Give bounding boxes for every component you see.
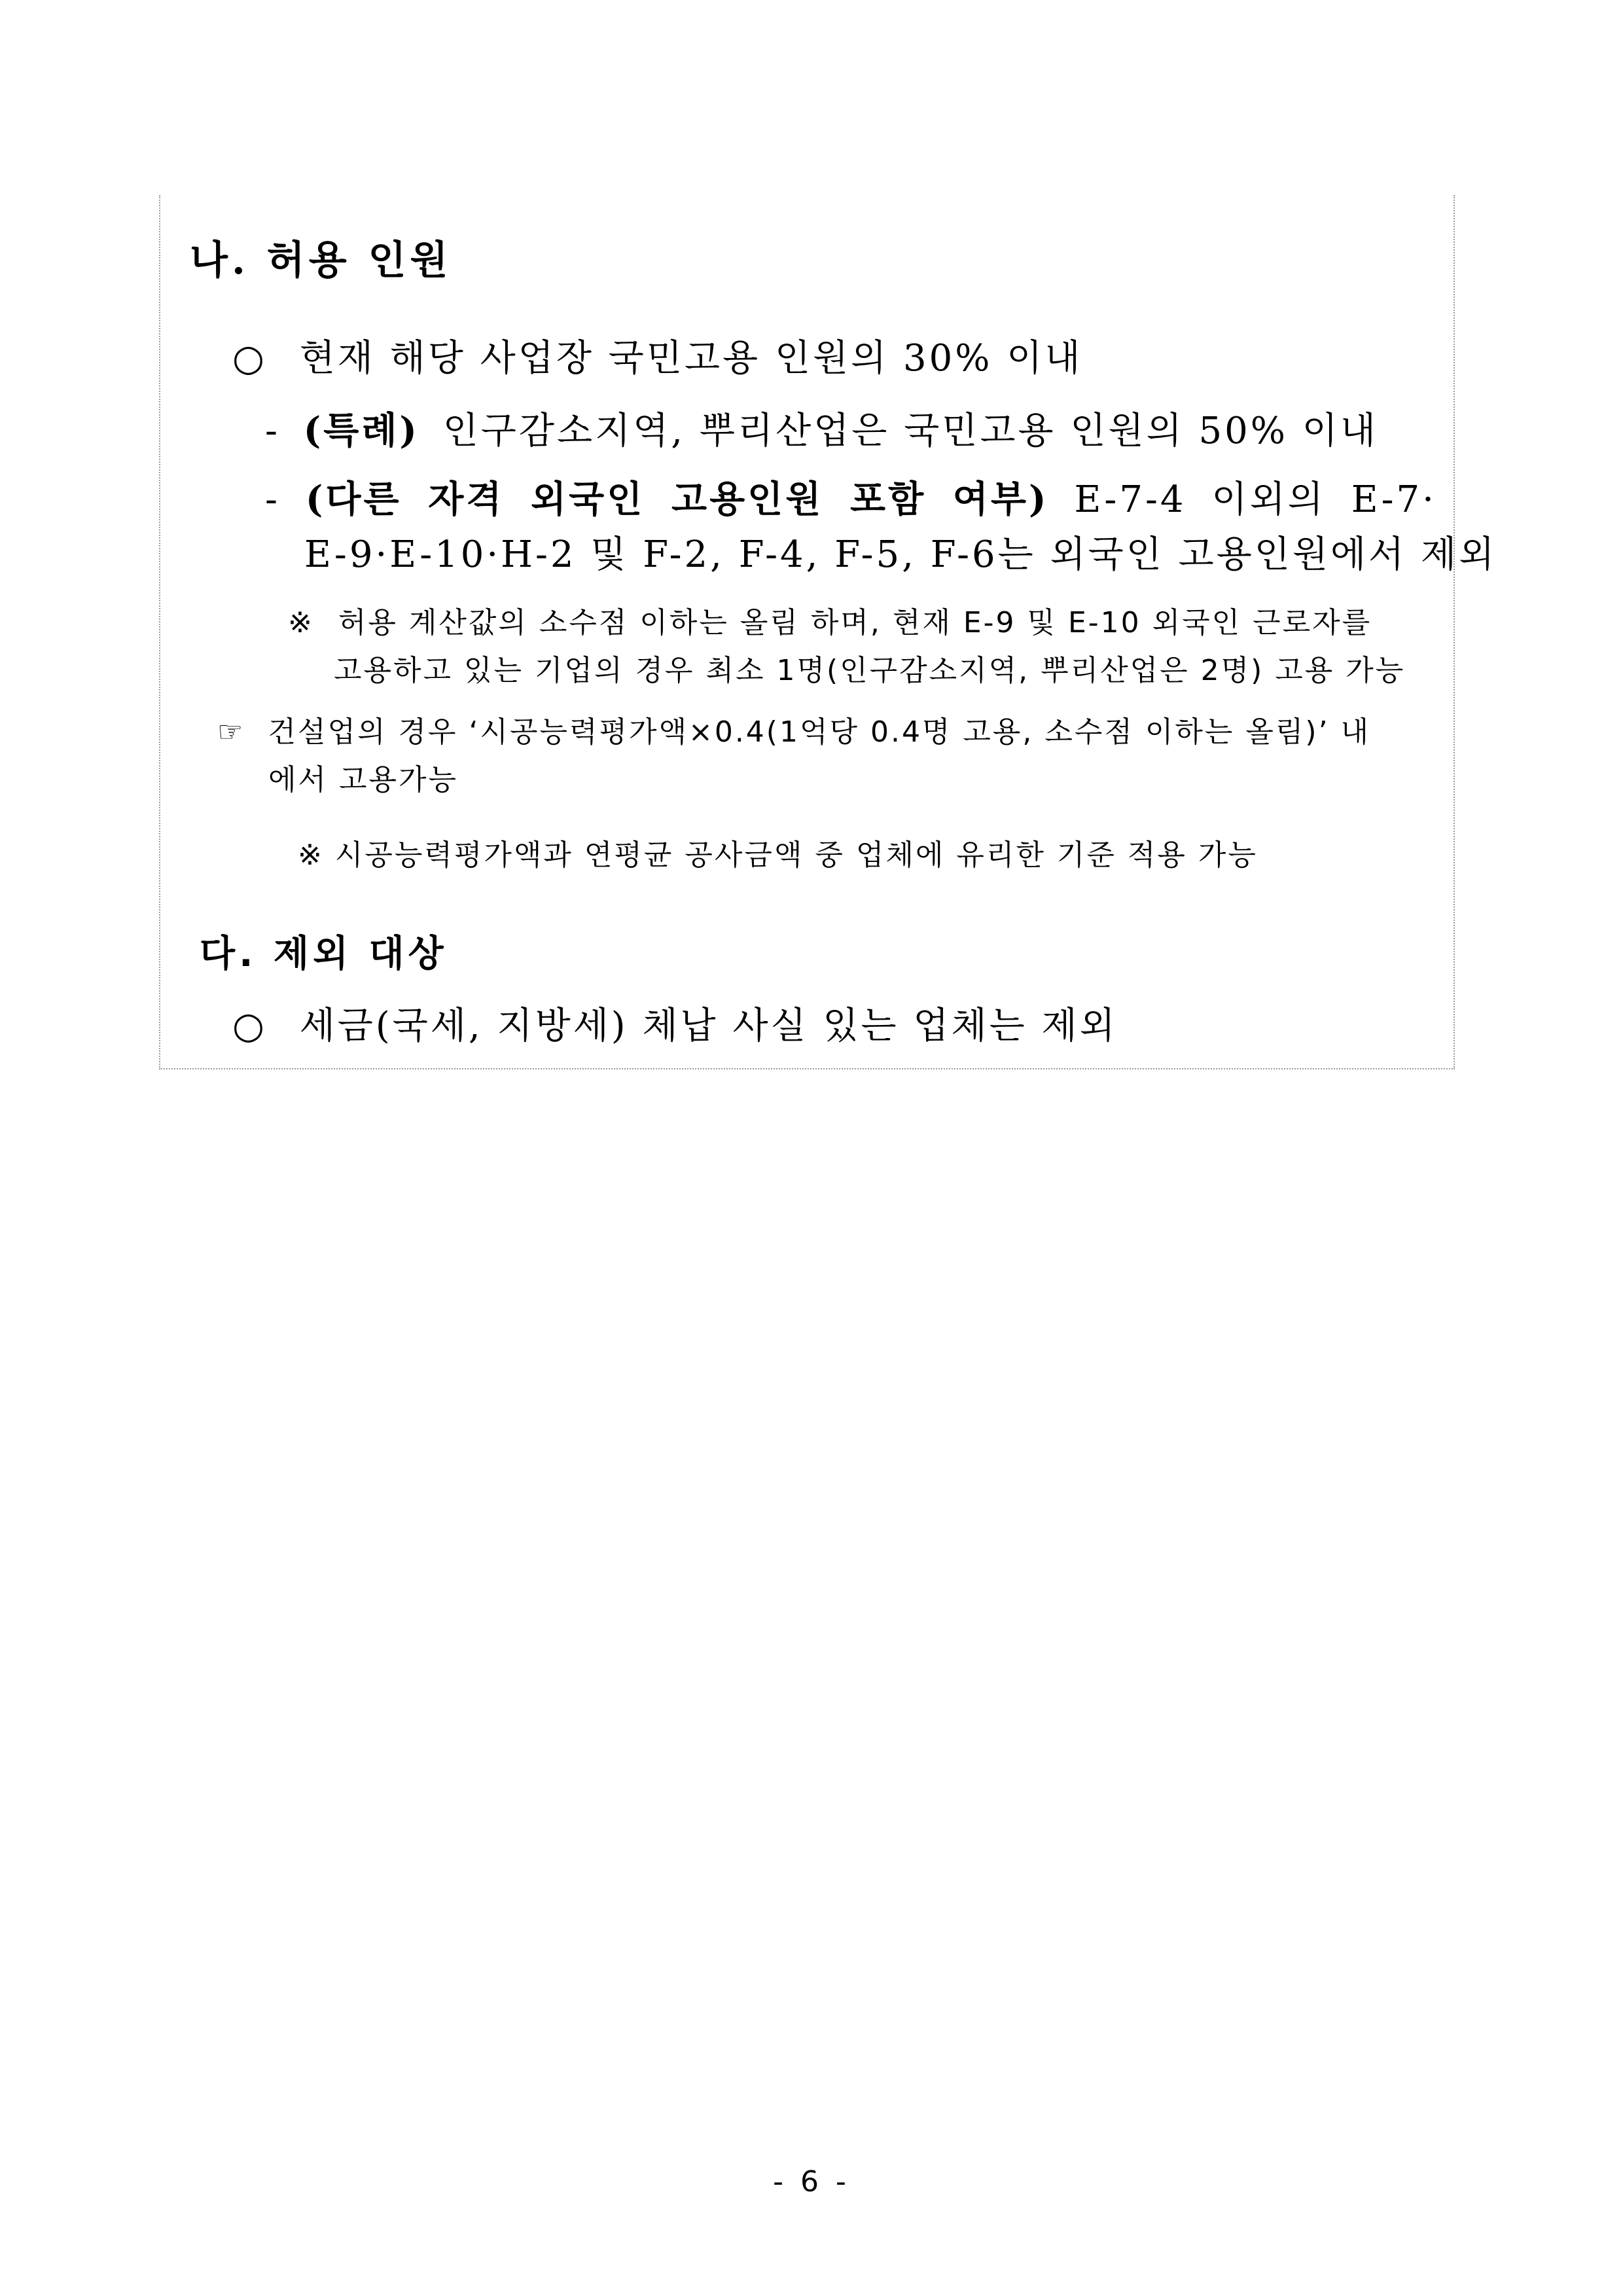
- bullet-item-30-percent: [232, 337, 1083, 380]
- page-number: - 6 -: [773, 2165, 850, 2198]
- pointer-line2: 에서 고용가능: [268, 763, 459, 797]
- bullet-text: 세금(국세, 지방세) 체납 사실 있는 업체는 제외: [299, 1005, 1118, 1047]
- dash-marker: -: [265, 478, 280, 521]
- bullet-text: 현재 해당 사업장 국민고용 인원의 30% 이내: [299, 337, 1083, 380]
- note-construction-criteria: ※ 시공능력평가액과 연평균 공사금액 중 업체에 유리한 기준 적용 가능: [298, 838, 1258, 872]
- dash-marker: -: [265, 410, 280, 452]
- circle-bullet-icon: ○: [232, 337, 267, 380]
- bullet-item-tax-arrears: [232, 1005, 1118, 1047]
- other-visa-label: (다른 자격 외국인 고용인원 포함 여부): [305, 478, 1049, 521]
- other-visa-text-line1: E-7-4 이외의 E-7·: [1074, 478, 1436, 521]
- reference-mark-icon: ※: [288, 606, 314, 639]
- dash-item-special-case: [265, 409, 1378, 452]
- special-case-text: 인구감소지역, 뿌리산업은 국민고용 인원의 50% 이내: [442, 410, 1378, 452]
- other-visa-line2: E-9·E-10·H-2 및 F-2, F-4, F-5, F-6는 외국인 고용인원에서 제외: [304, 533, 1497, 576]
- pointer-line1: 건설업의 경우 ‘시공능력평가액×0.4(1억당 0.4명 고용, 소수점 이하는 올림)’ 내: [268, 715, 1371, 749]
- other-visa-line1: [265, 478, 1436, 521]
- note-rounding: [288, 606, 1372, 639]
- note-line2: 고용하고 있는 기업의 경우 최소 1명(인구감소지역, 뿌리산업은 2명) 고용 가능: [334, 654, 1406, 687]
- circle-bullet-icon: ○: [232, 1005, 267, 1047]
- dash-item-other-visa: [265, 478, 1436, 521]
- section-heading-allowed-personnel: 나. 허용 인원: [190, 238, 452, 283]
- note-line1: 허용 계산값의 소수점 이하는 올림 하며, 현재 E-9 및 E-10 외국인 근로자를: [338, 606, 1372, 639]
- pointing-hand-icon: ☞: [217, 715, 245, 749]
- special-case-label: (특례): [303, 409, 419, 452]
- section-heading-exclusions: 다. 제외 대상: [200, 933, 448, 975]
- pointer-note-construction: [217, 715, 1371, 749]
